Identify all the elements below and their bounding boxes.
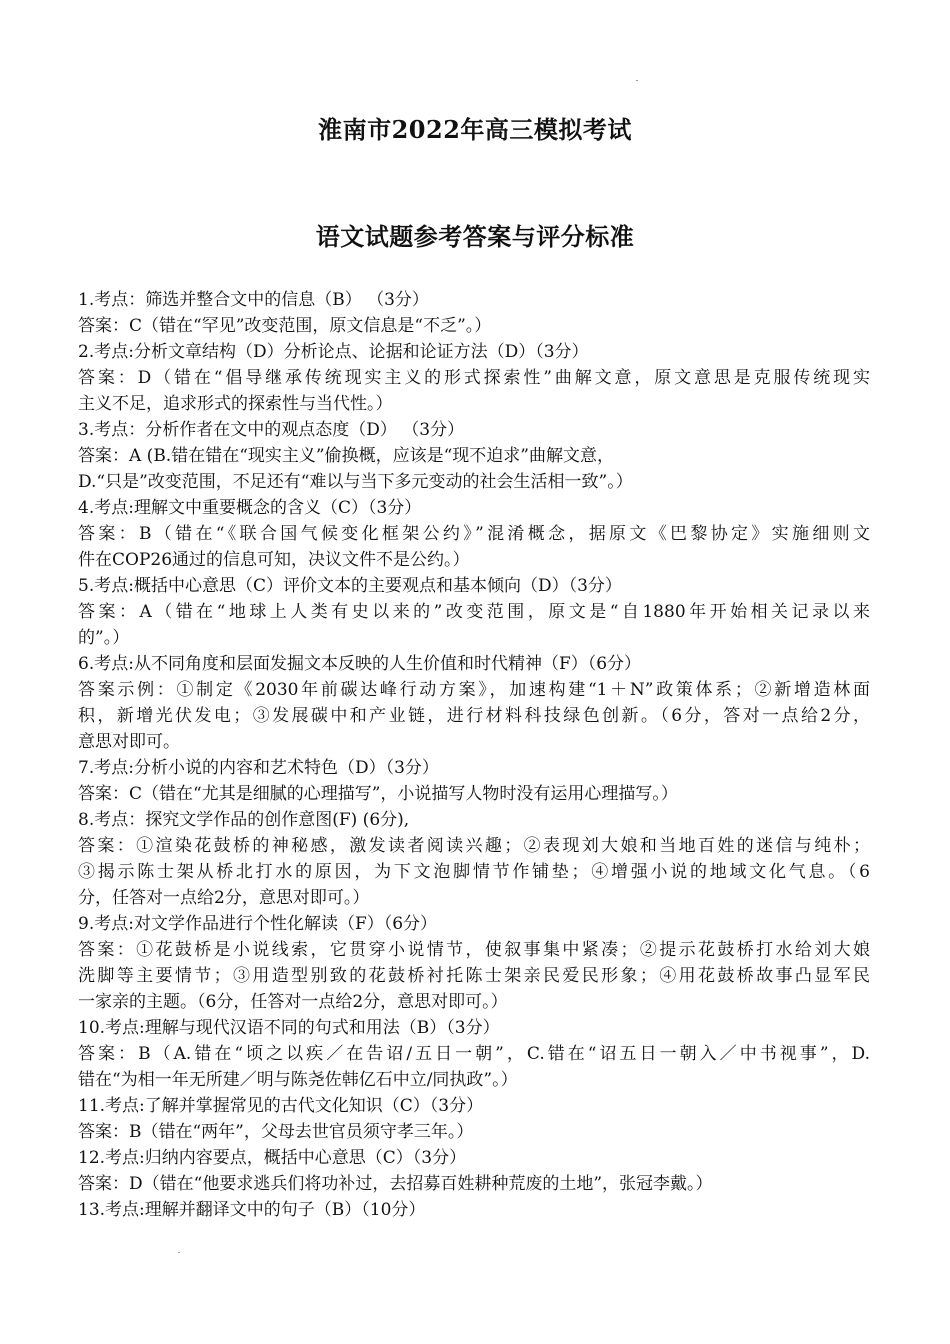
- text-line: 答案：C（错在“罕见”改变范围，原文信息是“不乏”。）: [78, 316, 492, 336]
- document-title: 淮南市2022年高三模拟考试: [318, 115, 632, 144]
- text-line: 答案：①花鼓桥是小说线索，它贯穿小说情节，使叙事集中紧凑；②提示花鼓桥打水给刘大娘: [78, 940, 870, 960]
- scan-speck: [178, 1252, 180, 1253]
- text-line: 答案：B（错在“《联合国气候变化框架公约》”混淆概念，据原文《巴黎协定》实施细则文: [78, 524, 870, 544]
- text-line: 6.考点:从不同角度和层面发掘文本反映的人生价值和时代精神（F）（6分）: [78, 654, 642, 674]
- text-line: 答案：B（错在“两年”，父母去世官员须守孝三年。）: [78, 1122, 474, 1142]
- text-line: 2.考点:分析文章结构（D）分析论点、论据和论证方法（D）（3分）: [78, 342, 589, 362]
- text-line: 10.考点:理解与现代汉语不同的句式和用法（B）（3分）: [78, 1018, 500, 1038]
- text-line: 1.考点：筛选并整合文中的信息（B） （3分）: [78, 290, 429, 310]
- text-line: 答案：A（错在“地球上人类有史以来的”改变范围，原文是“自1880年开始相关记录以来: [78, 602, 870, 622]
- answer-key-content: [78, 287, 870, 1223]
- text-line: 的”。）: [78, 628, 130, 648]
- text-line: 答案：B（A.错在“顷之以疾／在告诏/五日一朝”，C.错在“诏五日一朝入／中书视事”，D.: [78, 1044, 870, 1064]
- text-line: 8.考点：探究文学作品的创作意图(F) (6分),: [78, 810, 410, 830]
- text-line: 错在“为相一年无所建／明与陈尧佐韩亿石中立/同执政”。）: [78, 1070, 518, 1090]
- text-line: 7.考点:分析小说的内容和艺术特色（D）（3分）: [78, 758, 439, 778]
- scan-speck: [636, 80, 638, 81]
- text-line: 答案：A (B.错在错在“现实主义”偷换概，应该是“现不迫求”曲解文意，: [78, 446, 614, 466]
- text-line: ③揭示陈士架从桥北打水的原因，为下文泡脚情节作铺垫；④增强小说的地域文化气息。（6: [78, 862, 870, 882]
- text-line: 11.考点:了解并掌握常见的古代文化知识（C）（3分）: [78, 1096, 484, 1116]
- text-line: 答案：①渲染花鼓桥的神秘感，激发读者阅读兴趣；②表现刘大娘和当地百姓的迷信与纯朴；: [78, 836, 870, 856]
- text-line: 答案：C（错在“尤其是细腻的心理描写”，小说描写人物时没有运用心理描写。）: [78, 784, 678, 804]
- text-line: 9.考点:对文学作品进行个性化解读（F）（6分）: [78, 914, 438, 934]
- document-subtitle: 语文试题参考答案与评分标准: [315, 222, 635, 251]
- text-line: 洗脚等主要情节；③用造型别致的花鼓桥衬托陈士架亲民爱民形象；④用花鼓桥故事凸显军民: [78, 966, 870, 986]
- text-line: D.“只是”改变范围，不足还有“难以与当下多元变动的社会生活相一致”。）: [78, 472, 633, 492]
- text-line: 一家亲的主题。（6分，任答对一点给2分，意思对即可。）: [78, 992, 508, 1012]
- text-line: 答案：D（错在“倡导继承传统现实主义的形式探索性”曲解文意，原文意思是克服传统现实: [78, 368, 870, 388]
- text-line: 3.考点：分析作者在文中的观点态度（D） （3分）: [78, 420, 465, 440]
- text-line: 12.考点:归纳内容要点，概括中心意思（C）（3分）: [78, 1148, 467, 1168]
- text-line: 13.考点:理解并翻译文中的句子（B）（10分）: [78, 1200, 426, 1220]
- text-line: 意思对即可。: [78, 732, 180, 752]
- text-line: 答案示例：①制定《2030年前碳达峰行动方案》，加速构建“1＋N”政策体系；②新增造林面: [78, 680, 870, 700]
- text-line: 主义不足，追求形式的探索性与当代性。）: [78, 394, 393, 414]
- text-line: 积，新增光伏发电；③发展碳中和产业链，进行材料科技绿色创新。（6分，答对一点给2分，: [78, 706, 870, 726]
- text-line: 4.考点:理解文中重要概念的含义（C）（3分）: [78, 498, 422, 518]
- text-line: 答案：D（错在“他要求逃兵们将功补过，去招募百姓耕种荒废的土地”，张冠李戴。）: [78, 1174, 713, 1194]
- text-line: 分，任答对一点给2分，意思对即可。）: [78, 888, 370, 908]
- text-line: 件在COP26通过的信息可知，决议文件不是公约。）: [78, 550, 470, 570]
- text-line: 5.考点:概括中心意思（C）评价文本的主要观点和基本倾向（D）（3分）: [78, 576, 622, 596]
